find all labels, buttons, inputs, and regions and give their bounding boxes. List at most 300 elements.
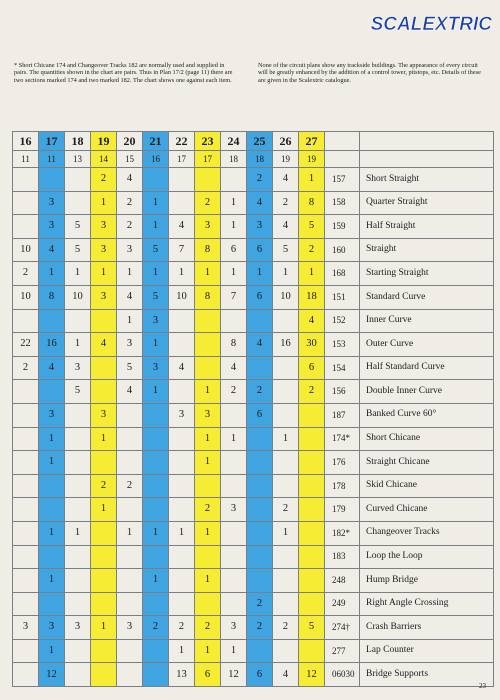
plan-page-header-row [13,151,494,168]
quantity-cell [221,545,247,569]
track-name: Bridge Supports [360,663,494,687]
track-code: 277 [325,639,360,663]
quantity-cell: 2 [195,498,221,522]
track-code: 176 [325,451,360,475]
quantity-cell: 2 [273,616,299,640]
track-name: Curved Chicane [360,498,494,522]
quantity-cell [195,309,221,333]
quantity-cell [65,427,91,451]
track-code: 178 [325,474,360,498]
quantity-cell: 1 [143,569,169,593]
quantity-cell: 1 [91,262,117,286]
quantity-cell: 1 [143,191,169,215]
quantity-cell [117,663,143,687]
quantity-cell [91,309,117,333]
quantity-cell: 1 [65,521,91,545]
quantity-cell: 16 [273,333,299,357]
quantity-cell [65,191,91,215]
quantity-cell: 6 [221,238,247,262]
quantity-cell: 1 [39,639,65,663]
quantity-cell: 1 [39,521,65,545]
quantity-cell [247,639,273,663]
quantity-cell: 3 [195,215,221,239]
quantity-cell [247,309,273,333]
quantity-cell [65,403,91,427]
quantity-cell: 8 [195,285,221,309]
quantity-cell [117,427,143,451]
quantity-cell: 4 [39,356,65,380]
track-name: Straight Chicane [360,451,494,475]
quantity-cell: 2 [273,498,299,522]
quantity-cell [247,474,273,498]
track-code: 153 [325,333,360,357]
plan-number-header-row [13,132,494,151]
plan-number-header: 23 [195,132,221,151]
quantity-cell: 4 [91,333,117,357]
quantity-cell: 4 [117,380,143,404]
quantity-cell: 1 [91,427,117,451]
plan-page-header: 15 [117,151,143,168]
quantity-cell: 3 [221,498,247,522]
track-code: 179 [325,498,360,522]
plan-number-header: 27 [299,132,325,151]
logo-wordmark: SCALEXTRIC [370,14,492,35]
quantity-cell: 10 [13,238,39,262]
quantity-cell [13,474,39,498]
track-name: Skid Chicane [360,474,494,498]
track-code: 182* [325,521,360,545]
quantity-cell: 1 [117,262,143,286]
quantity-cell: 3 [39,191,65,215]
track-row [13,403,494,427]
quantity-cell: 1 [39,427,65,451]
track-name: Crash Barriers [360,616,494,640]
quantity-cell: 3 [195,403,221,427]
quantity-cell: 3 [143,309,169,333]
quantity-cell [169,168,195,192]
quantity-cell [13,309,39,333]
track-row [13,451,494,475]
quantity-cell: 4 [299,309,325,333]
track-name: Lap Counter [360,639,494,663]
quantity-cell: 1 [117,521,143,545]
quantity-cell: 1 [195,521,221,545]
quantity-cell: 1 [195,427,221,451]
quantity-cell [299,521,325,545]
track-row [13,238,494,262]
intro-note-left: * Short Chicane 174 and Changeover Tracks 182 are normally used and supplied in pairs. The quantities shown in the chart are pairs. Thus in Plan 17/2 (page 11) there are two sections marked 174 and two marked 182. The chart shows one against each item. [14,62,233,84]
quantity-cell [299,403,325,427]
plan-number-header: 19 [91,132,117,151]
quantity-cell [13,380,39,404]
quantity-cell: 5 [143,238,169,262]
plan-page-header: 19 [273,151,299,168]
quantity-cell [195,168,221,192]
quantity-cell: 1 [299,262,325,286]
quantity-cell [143,663,169,687]
track-row [13,333,494,357]
quantity-cell [273,356,299,380]
quantity-cell [299,639,325,663]
quantity-cell: 2 [195,191,221,215]
quantity-cell: 2 [169,616,195,640]
track-name: Banked Curve 60° [360,403,494,427]
track-row [13,592,494,616]
quantity-cell [65,451,91,475]
plan-number-header: 26 [273,132,299,151]
track-code: 158 [325,191,360,215]
track-name: Inner Curve [360,309,494,333]
quantity-cell: 4 [117,168,143,192]
quantity-cell [13,427,39,451]
quantity-cell [195,545,221,569]
plan-page-header: 17 [169,151,195,168]
quantity-cell: 2 [91,168,117,192]
plan-number-header: 16 [13,132,39,151]
quantity-cell: 2 [273,191,299,215]
track-code: 168 [325,262,360,286]
quantity-cell: 3 [117,616,143,640]
quantity-cell: 1 [143,262,169,286]
track-row [13,309,494,333]
quantity-cell: 1 [117,309,143,333]
quantity-cell: 5 [117,356,143,380]
quantity-cell: 1 [143,380,169,404]
quantity-cell [13,569,39,593]
quantity-cell: 3 [91,403,117,427]
quantity-cell: 5 [65,380,91,404]
quantity-cell [169,427,195,451]
quantity-cell: 2 [247,168,273,192]
quantity-cell: 2 [299,380,325,404]
quantity-cell [143,592,169,616]
quantity-cell: 2 [91,474,117,498]
plan-page-header: 18 [247,151,273,168]
quantity-cell: 18 [299,285,325,309]
header-blank-cell [360,151,494,168]
quantity-cell: 3 [117,238,143,262]
track-row [13,262,494,286]
header-blank-cell [325,132,360,151]
quantity-cell [273,309,299,333]
quantity-cell: 4 [247,333,273,357]
track-name: Short Chicane [360,427,494,451]
quantity-cell: 1 [195,451,221,475]
track-code: 152 [325,309,360,333]
track-row [13,663,494,687]
quantity-cell: 1 [273,262,299,286]
quantity-cell: 1 [65,333,91,357]
track-row [13,380,494,404]
quantity-cell [247,498,273,522]
quantity-cell: 5 [143,285,169,309]
track-row [13,545,494,569]
quantity-cell [195,356,221,380]
quantity-cell: 1 [221,262,247,286]
quantity-cell [39,474,65,498]
plan-page-header: 14 [91,151,117,168]
plan-page-header: 17 [195,151,221,168]
quantity-cell: 4 [117,285,143,309]
quantity-cell: 1 [39,262,65,286]
scalextric-logo-graphic [352,6,494,38]
quantity-cell: 3 [91,238,117,262]
quantity-cell: 1 [91,498,117,522]
track-code: 154 [325,356,360,380]
quantity-cell [169,498,195,522]
quantity-cell: 13 [169,663,195,687]
quantity-cell: 8 [299,191,325,215]
track-name: Double Inner Curve [360,380,494,404]
quantity-cell [143,474,169,498]
quantity-cell [247,427,273,451]
quantity-cell: 4 [273,215,299,239]
quantity-cell: 5 [299,616,325,640]
quantity-cell [299,545,325,569]
quantity-cell [221,309,247,333]
quantity-cell [13,403,39,427]
quantity-cell [143,427,169,451]
quantity-cell: 6 [299,356,325,380]
quantity-cell: 1 [195,569,221,593]
quantity-cell [91,663,117,687]
quantity-cell [117,498,143,522]
quantity-cell: 4 [247,191,273,215]
plan-number-header: 20 [117,132,143,151]
quantity-cell [299,592,325,616]
quantity-cell [273,639,299,663]
quantity-cell: 2 [143,616,169,640]
track-row [13,427,494,451]
track-quantity-chart [12,131,494,687]
quantity-cell [65,498,91,522]
quantity-cell [273,451,299,475]
quantity-cell: 10 [65,285,91,309]
quantity-cell [221,451,247,475]
quantity-cell [39,545,65,569]
quantity-cell [247,545,273,569]
quantity-cell: 3 [91,285,117,309]
quantity-cell [169,191,195,215]
quantity-cell: 1 [143,215,169,239]
quantity-cell [13,191,39,215]
track-name: Straight [360,238,494,262]
quantity-cell: 5 [65,238,91,262]
quantity-cell: 1 [247,262,273,286]
quantity-cell [195,592,221,616]
quantity-cell: 8 [221,333,247,357]
quantity-cell [221,474,247,498]
quantity-cell [39,498,65,522]
quantity-cell [299,427,325,451]
track-code: 174* [325,427,360,451]
quantity-cell [117,545,143,569]
track-code: 183 [325,545,360,569]
quantity-cell: 2 [247,616,273,640]
quantity-cell: 1 [169,639,195,663]
quantity-cell: 2 [299,238,325,262]
quantity-cell [221,403,247,427]
quantity-cell: 2 [247,592,273,616]
quantity-cell: 4 [169,356,195,380]
plan-number-header: 17 [39,132,65,151]
track-name: Quarter Straight [360,191,494,215]
quantity-cell [65,309,91,333]
quantity-cell: 1 [221,215,247,239]
quantity-cell [299,474,325,498]
intro-note-right: None of the circuit plans show any trackside buildings. The appearance of every circuit will be greatly enhanced by the addition of a control tower, pitstops, etc. Details of these are given in the Scalextric catalogue. [258,62,481,84]
quantity-cell: 3 [65,356,91,380]
quantity-cell: 12 [39,663,65,687]
quantity-cell [247,521,273,545]
quantity-cell [13,451,39,475]
quantity-cell [13,639,39,663]
quantity-cell: 1 [221,427,247,451]
quantity-cell [39,592,65,616]
track-row [13,285,494,309]
quantity-cell: 1 [65,262,91,286]
quantity-cell [169,592,195,616]
track-code: 249 [325,592,360,616]
quantity-cell: 3 [143,356,169,380]
quantity-cell: 3 [91,215,117,239]
track-code: 274† [325,616,360,640]
quantity-cell [39,309,65,333]
quantity-cell [273,569,299,593]
quantity-cell [221,521,247,545]
track-row [13,616,494,640]
quantity-cell: 4 [273,168,299,192]
quantity-cell: 2 [247,380,273,404]
quantity-cell: 1 [39,569,65,593]
quantity-cell: 3 [221,616,247,640]
quantity-cell: 1 [221,639,247,663]
quantity-cell: 10 [169,285,195,309]
quantity-cell: 1 [39,451,65,475]
quantity-cell [117,569,143,593]
quantity-cell: 12 [299,663,325,687]
quantity-cell [117,592,143,616]
quantity-cell: 6 [247,403,273,427]
quantity-cell: 6 [247,285,273,309]
track-name: Standard Curve [360,285,494,309]
quantity-cell [299,451,325,475]
quantity-cell [65,592,91,616]
quantity-cell [117,403,143,427]
track-name: Hump Bridge [360,569,494,593]
quantity-cell: 3 [13,616,39,640]
quantity-cell [65,663,91,687]
track-name: Changeover Tracks [360,521,494,545]
quantity-cell [247,451,273,475]
quantity-cell: 3 [39,403,65,427]
quantity-cell [65,168,91,192]
track-row [13,191,494,215]
quantity-cell: 22 [13,333,39,357]
track-code: 248 [325,569,360,593]
quantity-cell: 1 [91,191,117,215]
quantity-cell: 8 [195,238,221,262]
quantity-cell: 6 [247,238,273,262]
quantity-cell [169,333,195,357]
quantity-cell [13,498,39,522]
quantity-cell: 1 [195,639,221,663]
quantity-cell [247,569,273,593]
quantity-cell [143,168,169,192]
track-row [13,569,494,593]
track-row [13,498,494,522]
quantity-cell [65,569,91,593]
plan-page-header: 16 [143,151,169,168]
quantity-cell [195,474,221,498]
quantity-cell: 1 [195,380,221,404]
quantity-cell [13,215,39,239]
track-row [13,168,494,192]
quantity-cell: 3 [39,616,65,640]
quantity-cell: 1 [169,262,195,286]
quantity-cell: 4 [221,356,247,380]
quantity-cell: 4 [39,238,65,262]
quantity-cell [143,451,169,475]
quantity-cell: 6 [247,663,273,687]
quantity-cell [13,545,39,569]
quantity-cell [91,451,117,475]
quantity-cell [169,451,195,475]
track-code: 151 [325,285,360,309]
plan-page-header: 11 [13,151,39,168]
plan-page-header: 18 [221,151,247,168]
scalextric-logo [352,6,494,38]
plan-number-header: 18 [65,132,91,151]
track-code: 187 [325,403,360,427]
quantity-cell [273,592,299,616]
quantity-cell: 1 [195,262,221,286]
quantity-cell [13,592,39,616]
quantity-cell: 2 [13,356,39,380]
quantity-cell [13,521,39,545]
quantity-cell: 1 [169,521,195,545]
track-name: Loop the Loop [360,545,494,569]
quantity-cell [143,403,169,427]
quantity-cell [169,569,195,593]
quantity-cell: 4 [273,663,299,687]
track-name: Short Straight [360,168,494,192]
track-code: 160 [325,238,360,262]
quantity-cell: 1 [143,333,169,357]
plan-number-header: 21 [143,132,169,151]
quantity-cell [169,545,195,569]
track-code: 159 [325,215,360,239]
quantity-cell [39,380,65,404]
plan-number-header: 22 [169,132,195,151]
quantity-cell [91,545,117,569]
quantity-cell [273,380,299,404]
plan-number-header: 24 [221,132,247,151]
quantity-cell: 1 [273,427,299,451]
quantity-cell: 3 [169,403,195,427]
quantity-cell: 2 [195,616,221,640]
quantity-cell: 12 [221,663,247,687]
quantity-cell: 8 [39,285,65,309]
header-blank-cell [325,151,360,168]
quantity-cell [221,168,247,192]
track-code: 156 [325,380,360,404]
quantity-cell: 7 [169,238,195,262]
quantity-cell: 3 [39,215,65,239]
quantity-cell [91,569,117,593]
track-name: Half Straight [360,215,494,239]
quantity-cell [273,545,299,569]
